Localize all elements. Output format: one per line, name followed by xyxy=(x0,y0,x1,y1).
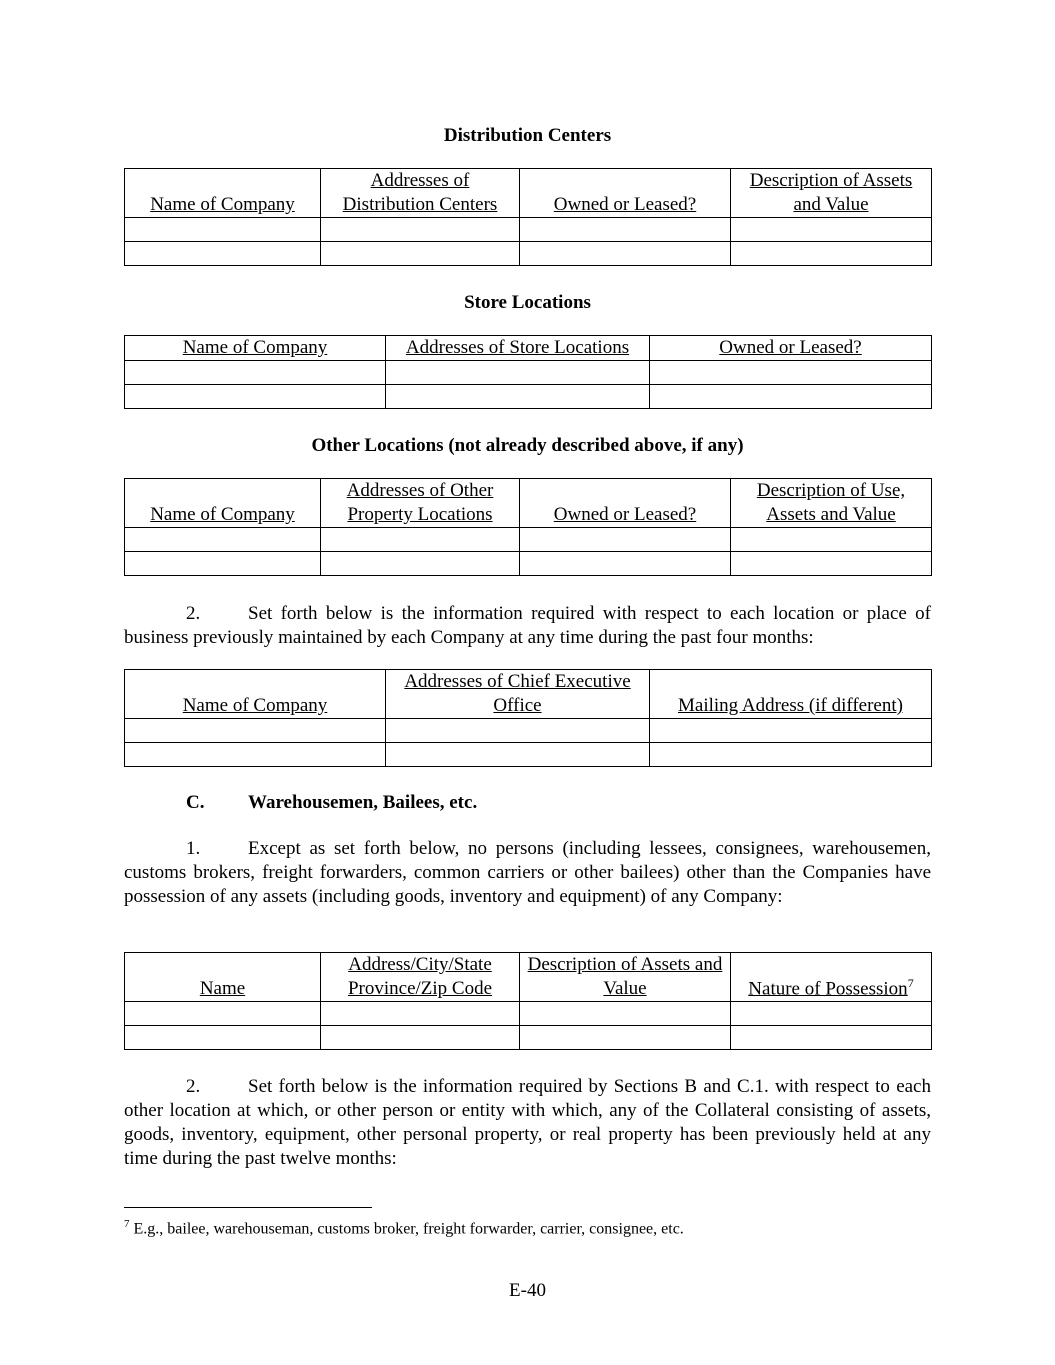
table-cell[interactable] xyxy=(125,719,386,743)
table-row xyxy=(125,242,932,266)
paragraph-number: 1. xyxy=(186,838,201,859)
table-cell[interactable] xyxy=(731,242,932,266)
table-row xyxy=(125,528,932,552)
store-locations-heading: Store Locations xyxy=(464,292,591,313)
table-cell[interactable] xyxy=(321,242,520,266)
table-cell[interactable] xyxy=(125,1002,321,1026)
prior-locations-table xyxy=(124,669,932,767)
distribution-centers-heading: Distribution Centers xyxy=(443,125,612,146)
paragraph-text: Set forth below is the information required by Sections B and C.1. with respect to each other location at which, or other person or entity with which, any of the Collateral consisting of assets, goods, inventory, equipment, other personal property, or real property has been previously held at any time during the past twelve months: xyxy=(124,1076,931,1169)
table-cell[interactable] xyxy=(731,1026,932,1050)
column-header: Owned or Leased? xyxy=(650,336,932,361)
table-cell[interactable] xyxy=(520,528,731,552)
table-row xyxy=(125,385,932,409)
paragraph-b2 xyxy=(124,602,931,650)
table-cell[interactable] xyxy=(650,385,932,409)
footnote-separator xyxy=(124,1207,372,1208)
table-cell[interactable] xyxy=(520,218,731,242)
column-header: Addresses of Other Property Locations xyxy=(321,479,520,528)
table-row xyxy=(125,218,932,242)
table-cell[interactable] xyxy=(125,218,321,242)
table-cell[interactable] xyxy=(386,361,650,385)
column-header: Name of Company xyxy=(125,336,386,361)
column-header: Description of Use, Assets and Value xyxy=(731,479,932,528)
table-cell[interactable] xyxy=(125,1026,321,1050)
column-header: Owned or Leased? xyxy=(520,479,731,528)
store-locations-table xyxy=(124,335,932,409)
column-header: Addresses of Distribution Centers xyxy=(321,169,520,218)
table-row xyxy=(125,743,932,767)
column-header: Addresses of Store Locations xyxy=(386,336,650,361)
column-header: Nature of Possession$^7$ xyxy=(731,953,932,1002)
table-row xyxy=(125,1026,932,1050)
paragraph-text: Except as set forth below, no persons (including lessees, consignees, warehousemen, customs brokers, freight forwarders, common carriers or other bailees) other than the Companies have possession of any assets (including goods, inventory and equipment) of any Company: xyxy=(124,838,931,907)
table-cell[interactable] xyxy=(125,743,386,767)
column-header: Description of Assets and Value xyxy=(520,953,731,1002)
paragraph-number: 2. xyxy=(186,1076,201,1097)
section-letter: C. xyxy=(186,792,205,813)
distribution-centers-table xyxy=(124,168,932,266)
footnote-number: 7 xyxy=(124,1218,130,1230)
table-cell[interactable] xyxy=(650,743,932,767)
column-header: Name xyxy=(125,953,321,1002)
footnote-reference: 7 xyxy=(907,975,914,990)
footnote-text: E.g., bailee, warehouseman, customs broker, freight forwarder, carrier, consignee, etc. xyxy=(133,1220,684,1238)
table-cell[interactable] xyxy=(321,1002,520,1026)
table-cell[interactable] xyxy=(386,743,650,767)
table-cell[interactable] xyxy=(321,552,520,576)
bailees-table xyxy=(124,952,932,1050)
column-header: Name of Company xyxy=(125,670,386,719)
table-cell[interactable] xyxy=(520,242,731,266)
table-cell[interactable] xyxy=(125,385,386,409)
table-cell[interactable] xyxy=(650,361,932,385)
paragraph-number: 2. xyxy=(186,603,201,624)
table-cell[interactable] xyxy=(321,1026,520,1050)
table-cell[interactable] xyxy=(125,552,321,576)
table-cell[interactable] xyxy=(125,361,386,385)
table-cell[interactable] xyxy=(731,218,932,242)
column-header: Mailing Address (if different) xyxy=(650,670,932,719)
page-number: E-40 xyxy=(509,1280,546,1301)
table-cell[interactable] xyxy=(386,719,650,743)
column-header: Address/City/State Province/Zip Code xyxy=(321,953,520,1002)
table-cell[interactable] xyxy=(125,242,321,266)
column-header: Description of Assets and Value xyxy=(731,169,932,218)
column-header: Name of Company xyxy=(125,169,321,218)
column-header: Name of Company xyxy=(125,479,321,528)
section-c-heading xyxy=(186,792,477,814)
other-locations-heading: Other Locations (not already described above, if any) xyxy=(311,435,744,456)
column-header: Owned or Leased? xyxy=(520,169,731,218)
footnote xyxy=(124,1218,684,1238)
section-title: Warehousemen, Bailees, etc. xyxy=(248,792,478,813)
table-cell[interactable] xyxy=(731,552,932,576)
table-cell[interactable] xyxy=(520,1002,731,1026)
table-cell[interactable] xyxy=(731,528,932,552)
table-cell[interactable] xyxy=(321,528,520,552)
column-header: Addresses of Chief Executive Office xyxy=(386,670,650,719)
table-row xyxy=(125,361,932,385)
table-cell[interactable] xyxy=(125,528,321,552)
table-row xyxy=(125,1002,932,1026)
paragraph-c2 xyxy=(124,1075,931,1171)
table-cell[interactable] xyxy=(520,552,731,576)
table-cell[interactable] xyxy=(520,1026,731,1050)
table-cell[interactable] xyxy=(650,719,932,743)
table-cell[interactable] xyxy=(386,385,650,409)
table-cell[interactable] xyxy=(731,1002,932,1026)
table-row xyxy=(125,719,932,743)
paragraph-c1 xyxy=(124,837,931,909)
table-cell[interactable] xyxy=(321,218,520,242)
paragraph-text: Set forth below is the information required with respect to each location or place of business previously maintained by each Company at any time during the past four months: xyxy=(124,603,931,648)
other-locations-table xyxy=(124,478,932,576)
table-row xyxy=(125,552,932,576)
